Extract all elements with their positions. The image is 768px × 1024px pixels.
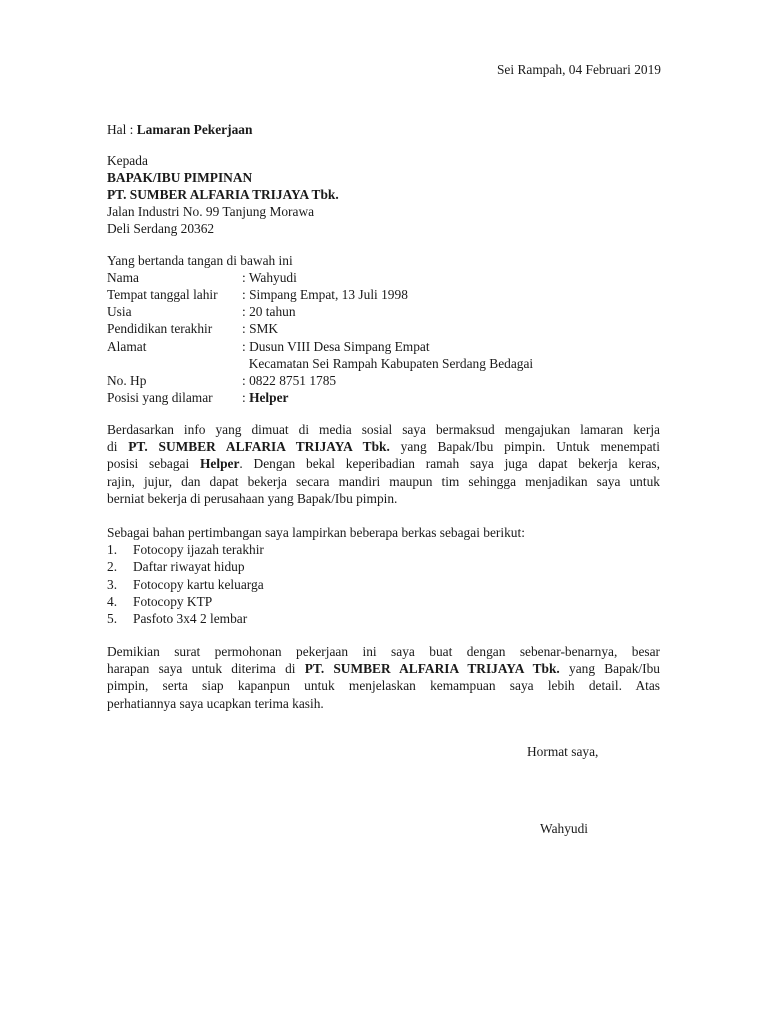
recipient-company: PT. SUMBER ALFARIA TRIJAYA Tbk. [107, 187, 339, 202]
applicant-label: Usia [107, 304, 132, 319]
list-item: Fotocopy KTP [133, 594, 213, 609]
attachments-intro: Sebagai bahan pertimbangan saya lampirkan beberapa berkas sebagai berikut: [107, 525, 525, 540]
recipient-to: Kepada [107, 153, 148, 168]
subject-line [107, 121, 252, 138]
paragraph-line: posisi sebagai Helper. Dengan bekal keperibadian ramah saya juga dapat bekerja keras, [107, 456, 660, 472]
intro-text: Yang bertanda tangan di bawah ini [107, 253, 293, 268]
paragraph-line: pimpin, serta siap kapanpun untuk menjelaskan kemampuan saya lebih detail. Atas [107, 678, 660, 694]
paragraph-line: Berdasarkan info yang dimuat di media sosial saya bermaksud mengajukan lamaran kerja [107, 422, 660, 437]
applicant-value: : 20 tahun [242, 304, 296, 319]
recipient-address-1: Jalan Industri No. 99 Tanjung Morawa [107, 204, 315, 219]
applicant-label: Tempat tanggal lahir [107, 287, 218, 302]
list-item: Pasfoto 3x4 2 lembar [133, 611, 248, 626]
paragraph-line: perhatiannya saya ucapkan terima kasih. [107, 695, 324, 711]
list-number: 3. [107, 577, 118, 592]
paragraph-closing [107, 643, 660, 712]
applicant-label: Nama [107, 270, 139, 285]
applicant-value: : SMK [242, 321, 279, 336]
applicant-label: Pendidikan terakhir [107, 321, 213, 336]
applicant-value: : Simpang Empat, 13 Juli 1998 [242, 287, 408, 302]
list-item: Fotocopy kartu keluarga [133, 577, 264, 592]
applicant-value [242, 389, 289, 406]
list-number: 2. [107, 559, 118, 574]
subject-value: Lamaran Pekerjaan [136, 122, 253, 137]
paragraph-line: rajin, jujur, dan dapat bekerja secara mandiri maupun tim sehingga menjadikan saya untuk [107, 473, 660, 489]
company-name: PT. SUMBER ALFARIA TRIJAYA Tbk. [128, 439, 390, 455]
applicant-value: Kecamatan Sei Rampah Kabupaten Serdang Bedagai [242, 356, 534, 371]
position-prefix: : [242, 390, 250, 405]
paragraph-line: harapan saya untuk diterima di PT. SUMBER ALFARIA TRIJAYA Tbk. yang Bapak/Ibu [107, 661, 660, 677]
list-item: Daftar riwayat hidup [133, 559, 245, 574]
paragraph-line: berniat bekerja di perusahaan yang Bapak/Ibu pimpin. [107, 490, 398, 506]
company-name: PT. SUMBER ALFARIA TRIJAYA Tbk. [304, 661, 560, 677]
recipient-title: BAPAK/IBU PIMPINAN [107, 170, 253, 185]
applicant-label: No. Hp [107, 373, 147, 388]
applicant-label: Alamat [107, 339, 147, 354]
list-item: Fotocopy ijazah terakhir [133, 542, 264, 557]
paragraph-line: di PT. SUMBER ALFARIA TRIJAYA Tbk. yang Bapak/Ibu pimpin. Untuk menempati [107, 439, 661, 455]
applicant-value: : 0822 8751 1785 [242, 373, 337, 388]
list-number: 1. [107, 542, 118, 557]
letter-date: Sei Rampah, 04 Februari 2019 [496, 62, 661, 77]
position-value: Helper [249, 390, 289, 405]
applicant-label: Posisi yang dilamar [107, 390, 213, 405]
position-name: Helper [200, 456, 240, 472]
paragraph-line: Demikian surat permohonan pekerjaan ini saya buat dengan sebenar-benarnya, besar [107, 644, 660, 659]
subject-label: Hal : [107, 122, 137, 137]
signer-name: Wahyudi [540, 821, 589, 836]
list-number: 4. [107, 594, 118, 609]
applicant-value: : Wahyudi [242, 270, 297, 285]
recipient-address-2: Deli Serdang 20362 [107, 221, 215, 236]
applicant-value: : Dusun VIII Desa Simpang Empat [242, 339, 430, 354]
list-number: 5. [107, 611, 118, 626]
paragraph-motivation [107, 421, 660, 507]
closing-salutation: Hormat saya, [527, 744, 599, 759]
